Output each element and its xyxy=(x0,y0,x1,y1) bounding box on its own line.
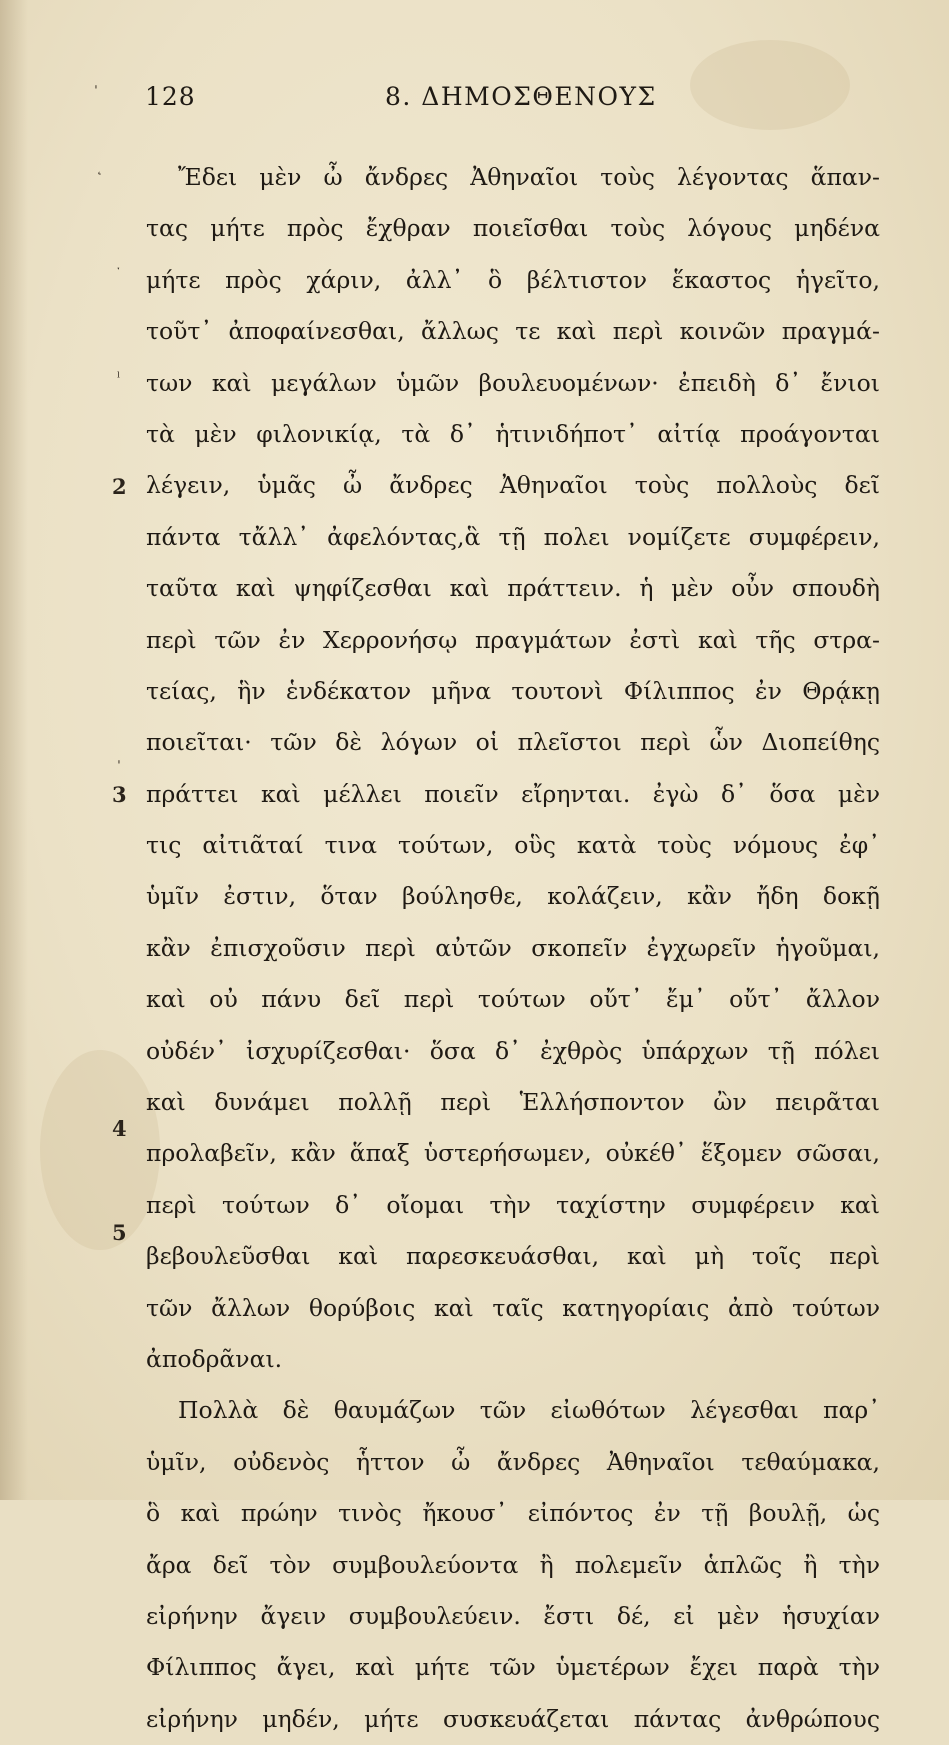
text-line: καὶ οὐ πάνυ δεῖ περὶ τούτων οὔτ᾽ ἔμ᾽ οὔτ᾽ ἄλλον xyxy=(146,985,880,1014)
text-line: περὶ τούτων δ᾽ οἴομαι τὴν ταχίστην συμφέρειν καὶ xyxy=(146,1190,880,1219)
section-number: 4 xyxy=(112,1116,127,1141)
text-line: ὃ καὶ πρώην τινὸς ἤκουσ᾽ εἰπόντος ἐν τῇ βουλῇ, ὡς xyxy=(146,1499,880,1528)
text-line: τὰ μὲν φιλονικίᾳ, τὰ δ᾽ ἡτινιδήποτ᾽ αἰτίᾳ προάγονται xyxy=(146,419,880,448)
text-line: λέγειν, ὑμᾶς ὦ ἄνδρες Ἀθηναῖοι τοὺς πολλοὺς δεῖ xyxy=(146,471,880,500)
text-line: πράττει καὶ μέλλει ποιεῖν εἴρηνται. ἐγὼ δ᾽ ὅσα μὲν xyxy=(146,779,880,808)
margin-tick: ˑ xyxy=(116,262,121,278)
text-line: προλαβεῖν, κἂν ἅπαξ ὑστερήσωμεν, οὐκέθ᾽ ἕξομεν σῶσαι, xyxy=(146,1139,880,1168)
text-line: εἰρήνην μηδέν, μήτε συσκευάζεται πάντας ἀνθρώπους xyxy=(146,1704,880,1733)
text-line: των καὶ μεγάλων ὑμῶν βουλευομένων· ἐπειδὴ δ᾽ ἔνιοι xyxy=(146,368,880,397)
running-head: 8. ΔΗΜΟΣΘΕΝΟΥΣ xyxy=(385,82,657,111)
text-line: ὑμῖν ἐστιν, ὅταν βούλησθε, κολάζειν, κἂν ἤδη δοκῇ xyxy=(146,882,880,911)
section-number: 2 xyxy=(112,474,127,499)
text-line: περὶ τῶν ἐν Χερρονήσῳ πραγμάτων ἐστὶ καὶ τῆς στρα- xyxy=(146,625,880,654)
margin-tick: ˛ xyxy=(96,160,103,176)
spine-shadow xyxy=(0,0,28,1500)
section-number: 3 xyxy=(112,782,127,807)
page-number: 128 xyxy=(145,82,196,111)
text-line: Φίλιππος ἄγει, καὶ μήτε τῶν ὑμετέρων ἔχει παρὰ τὴν xyxy=(146,1653,880,1682)
text-line: ἀποδρᾶναι. xyxy=(146,1344,283,1373)
text-line: ταῦτα καὶ ψηφίζεσθαι καὶ πράττειν. ἡ μὲν οὖν σπουδὴ xyxy=(146,574,880,603)
margin-tick: ˡ xyxy=(117,370,121,386)
margin-tick: ˌ xyxy=(117,750,121,766)
page-header xyxy=(0,82,949,122)
section-number: 5 xyxy=(112,1220,127,1245)
paper-stain xyxy=(40,1050,160,1250)
body-text xyxy=(146,152,880,1745)
text-line: κἂν ἐπισχοῦσιν περὶ αὐτῶν σκοπεῖν ἐγχωρεῖν ἡγοῦμαι, xyxy=(146,933,880,962)
text-line: Πολλὰ δὲ θαυμάζων τῶν εἰωθότων λέγεσθαι παρ᾽ xyxy=(178,1396,880,1425)
text-line: οὐδέν᾽ ἰσχυρίζεσθαι· ὅσα δ᾽ ἐχθρὸς ὑπάρχων τῇ πόλει xyxy=(146,1036,880,1065)
text-line: τοῦτ᾽ ἀποφαίνεσθαι, ἄλλως τε καὶ περὶ κοινῶν πραγμά- xyxy=(146,317,880,346)
text-line: τας μήτε πρὸς ἔχθραν ποιεῖσθαι τοὺς λόγους μηδένα xyxy=(146,214,880,243)
text-line: βεβουλεῦσθαι καὶ παρεσκευάσθαι, καὶ μὴ τοῖς περὶ xyxy=(146,1242,880,1271)
text-line: ἄρα δεῖ τὸν συμβουλεύοντα ἢ πολεμεῖν ἁπλῶς ἢ τὴν xyxy=(146,1550,880,1579)
text-line: πάντα τἄλλ᾽ ἀφελόντας,ἃ τῇ πολει νομίζετε συμφέρειν, xyxy=(146,522,880,551)
text-line: τῶν ἄλλων θορύβοις καὶ ταῖς κατηγορίαις ἀπὸ τούτων xyxy=(146,1293,880,1322)
text-line: εἰρήνην ἄγειν συμβουλεύειν. ἔστι δέ, εἰ μὲν ἡσυχίαν xyxy=(146,1601,880,1630)
text-line: τις αἰτιᾶταί τινα τούτων, οὓς κατὰ τοὺς νόμους ἐφ᾽ xyxy=(146,831,880,860)
text-line: καὶ δυνάμει πολλῇ περὶ Ἑλλήσποντον ὢν πειρᾶται xyxy=(146,1088,880,1117)
margin-tick: ˈ xyxy=(94,84,98,100)
text-line: ποιεῖται· τῶν δὲ λόγων οἱ πλεῖστοι περὶ ὧν Διοπείθης xyxy=(146,728,880,757)
text-line: ὑμῖν, οὐδενὸς ἧττον ὦ ἄνδρες Ἀθηναῖοι τεθαύμακα, xyxy=(146,1447,880,1476)
text-line: μήτε πρὸς χάριν, ἀλλ᾽ ὃ βέλτιστον ἕκαστος ἡγεῖτο, xyxy=(146,265,880,294)
text-line: τείας, ἣν ἑνδέκατον μῆνα τουτονὶ Φίλιππος ἐν Θρᾴκῃ xyxy=(146,676,880,705)
text-line: Ἔδει μὲν ὦ ἄνδρες Ἀθηναῖοι τοὺς λέγοντας ἅπαν- xyxy=(178,163,880,191)
